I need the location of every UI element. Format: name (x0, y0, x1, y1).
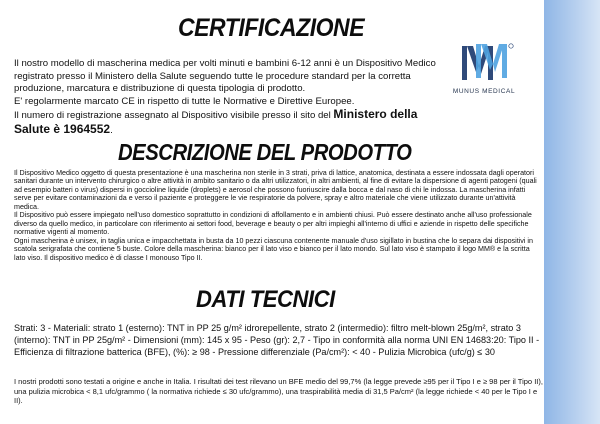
heading-certificazione: CERTIFICAZIONE (178, 14, 365, 42)
description-paragraph-3: Ogni mascherina è unisex, in taglia unica e impacchettata in busta da 10 pezzi ciascuna contenente manuale d'uso sigillato in bustina che lo separa dai dispositivi in scatola serigrafata che contiene 5 buste. Colore della mascherina: bianco per il lato viso e bianco per il lato mondo. Sul lato viso è stampato il logo MM® e la scritta lato viso. Il dispositivo medico è di classe I monouso Tipo II. (14, 236, 533, 262)
description-paragraph-2: Il Dispositivo può essere impiegato nell'uso domestico soprattutto in condizioni di affollamento e in ambienti chiusi. Può essere destinato anche all'uso professionale diverso da quello medico, in particolare con riferimento ai settori food, beverage e beauty o per altri impieghi all'interno di uffici e aziende in rispetto delle specifiche normative vigenti al momento. (14, 211, 532, 237)
registration-end: . (110, 124, 113, 136)
intro-paragraph-2: E' regolarmente marcato CE in rispetto di tutte le Normative e Direttive Europee. (14, 95, 355, 107)
brand-name: MUNUS MEDICAL (452, 88, 516, 95)
intro-paragraph-1: Il nostro modello di mascherina medica per volti minuti e bambini 6-12 anni è un Dispositivo Medico registrato presso il Ministero della Salute seguendo tutte le procedure standard per la corretta produzione, marcatura e distribuzione di questa tipologia di prodotto. (14, 58, 436, 95)
product-description (14, 169, 538, 262)
decorative-side-band (544, 0, 600, 424)
technical-specs: Strati: 3 - Materiali: strato 1 (esterno): TNT in PP 25 g/m² idrorepellente, strato 2 (intermedio): filtro melt-blown 25g/m², strato 3 (interno): TNT in PP 25g/m² - Dimensioni (mm): 145 x 95 - Peso (gr): 2,7 - Tipo in conformità alla norma UNI EN 14683:20: Tipo II - Efficienza di filtrazione batterica (BFE), (%): ≥ 98 - Pressione differenziale (Pa/cm²): < 40 - Pulizia Microbica (ufc/g) ≤ 30 (14, 323, 540, 358)
brand-logo (446, 38, 522, 102)
mm-logo-icon (446, 38, 522, 86)
description-paragraph-1: Il Dispositivo Medico oggetto di questa presentazione è una mascherina non sterile in 3 strati, priva di lattice, anatomica, destinata a essere indossata dagli operatori sanitari durante un intervento chirurgico o altre attività in ambito sanitario o da altri utilizzatori, in altri ambienti, al fine di evitare la dispersione di agenti patogeni (quali ad esempio batteri o virus) dispersi in goccioline liquide (droplets) e aerosol che possono fuoriuscire dalla bocca e dal naso di chi le indossa. La mascherina infatti serve per evitare contaminazioni da e verso il paziente e proteggere le vie respiratorie da polvere, spray e altro materiale che viene utilizzato durante un'attività medica. (14, 169, 537, 211)
registration-lead: Il numero di registrazione assegnato al Dispositivo visibile presso il sito del (14, 110, 331, 122)
heading-dati-tecnici: DATI TECNICI (196, 286, 335, 313)
certification-text (14, 58, 444, 138)
heading-descrizione: DESCRIZIONE DEL PRODOTTO (118, 139, 412, 165)
test-results: I nostri prodotti sono testati a origine e anche in Italia. I risultati dei test rilevano un BFE medio del 99,7% (la legge prevede ≥95 per il Tipo I e ≥ 98 per il Tipo II), una pulizia microbica < 8,1 ufc/grammo ( la normativa richiede ≤ 30 ufc/grammo), una traspirabilità media di 31,5 Pa/cm² (la legge richiede < 40 per le Tipo I e II). (14, 377, 543, 406)
registration-number: Ministero della Salute è 1964552 (14, 107, 418, 136)
intro-paragraph-3 (14, 108, 444, 137)
